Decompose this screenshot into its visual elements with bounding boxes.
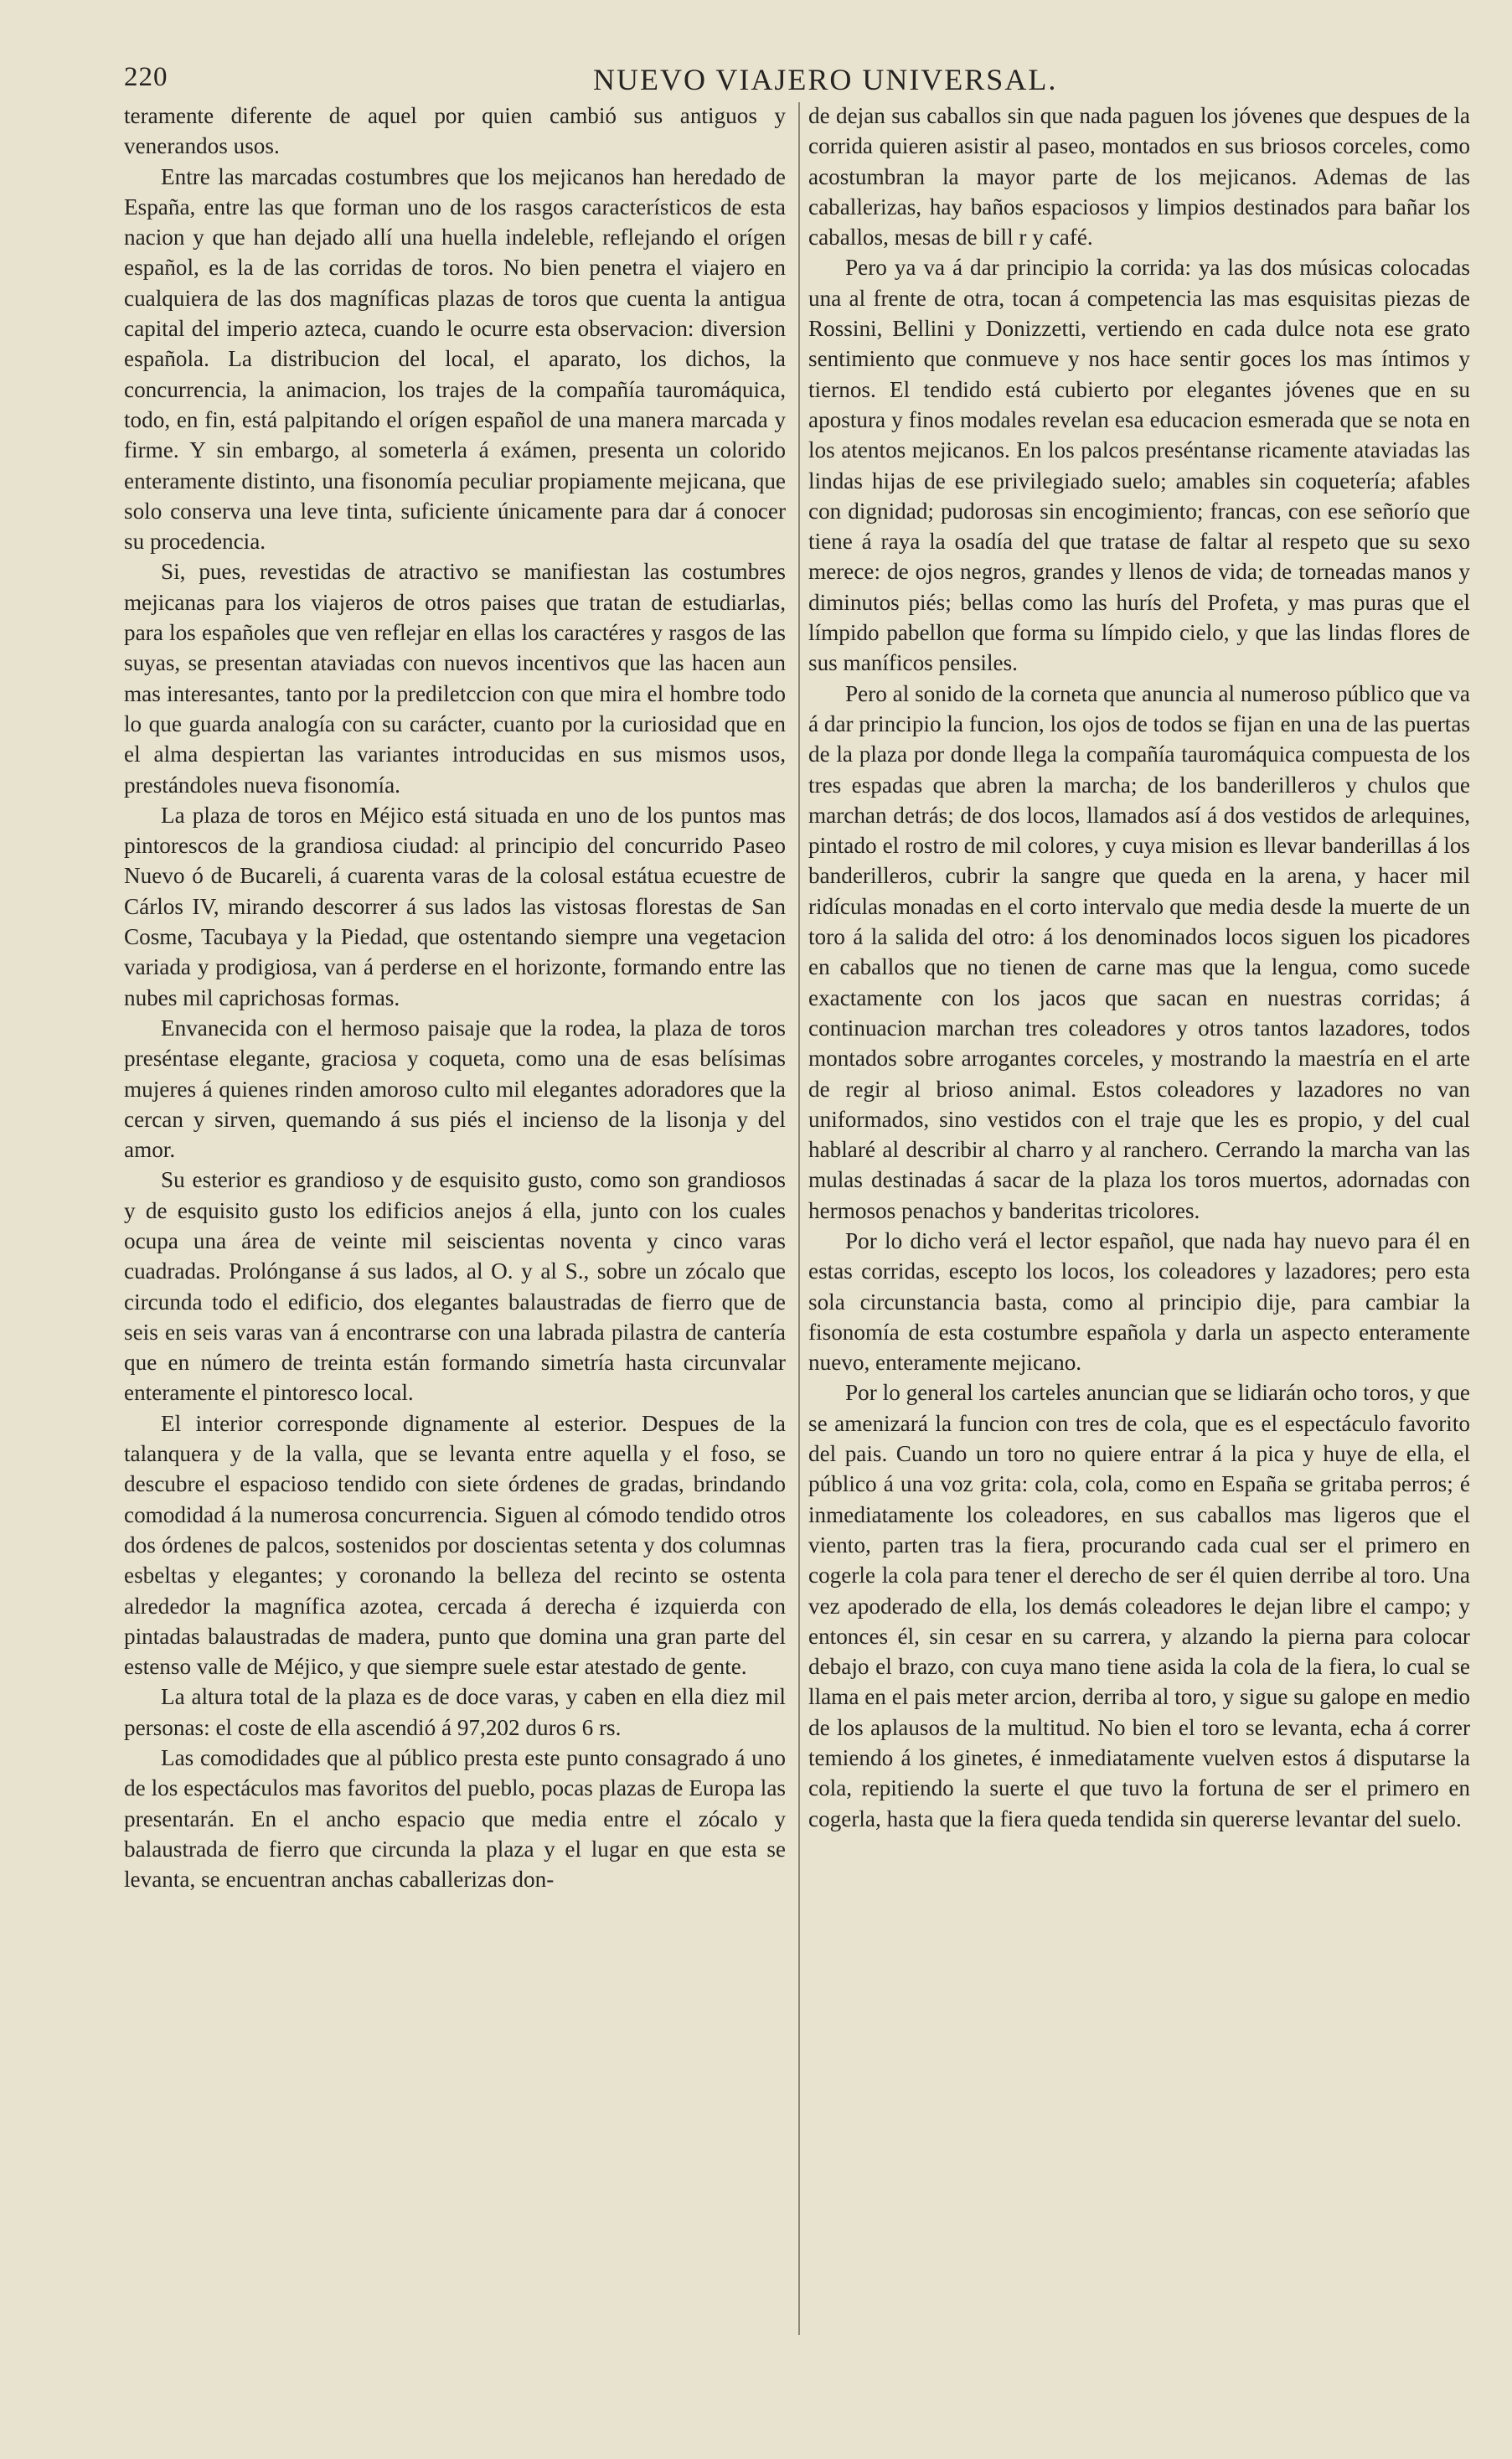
paragraph: Si, pues, revestidas de atractivo se manifiestan las costumbres mejicanas para los viajeros de otros paises que tratan de estudiarlas, para los españoles que ven reflejar en ellas los caractéres y rasgos de las suyas, se presentan ataviadas con nuevos incentivos que las hacen aun mas interesantes, tanto por la prediletccion con que mira el hombre todo lo que guarda analogía con su carácter, cuanto por la curiosidad que en el alma despiertan las variantes introducidas en sus mismos usos, prestándoles nueva fisonomía. <box>124 559 786 798</box>
paragraph: La altura total de la plaza es de doce varas, y caben en ella diez mil personas: el coste de ella ascendió á 97,202 duros 6 rs. <box>124 1684 786 1740</box>
paragraph: Entre las marcadas costumbres que los mejicanos han heredado de España, entre las que forman uno de los rasgos característicos de esta nacion y que han dejado allí una huella indeleble, reflejando el orígen español, es la de las corridas de toros. No bien penetra el viajero en cualquiera de las dos magníficas plazas de toros que cuenta la antigua capital del imperio azteca, cuando le ocurre esta observacion: diversion española. La distribucion del local, el aparato, los dichos, la concurrencia, la animacion, los trajes de la compañía tauromáquica, todo, en fin, está palpitando el orígen español de una manera marcada y firme. Y sin embargo, al someterla á exámen, presenta un colorido enteramente distinto, una fisonomía peculiar propiamente mejicana, que solo conserva una leve tinta, suficiente únicamente para dar á conocer su procedencia. <box>124 163 786 555</box>
paragraph: Pero ya va á dar principio la corrida: ya las dos músicas colocadas una al frente de otra, tocan á competencia las mas esquisitas piezas de Rossini, Bellini y Donizzetti, vertiendo en cada dulce nota ese grato sentimiento que conmueve y nos hace sentir goces los mas íntimos y tiernos. El tendido está cubierto por elegantes jóvenes que en su apostura y finos modales revelan esa educacion esmerada que se nota en los atentos mejicanos. En los palcos preséntanse ricamente ataviadas las lindas hijas de ese privilegiado suelo; amables sin coquetería; afables con dignidad; pudorosas sin encogimiento; francas, con ese señorío que tiene á raya la osadía del que tratase de faltar al respeto que su sexo merece: de ojos negros, grandes y llenos de vida; de torneadas manos y diminutos piés; bellas como las hurís del Profeta, y mas puras que el límpido pabellon que forma su límpido cielo, y que las lindas flores de sus maníficos pensiles. <box>808 255 1470 676</box>
paragraph: Envanecida con el hermoso paisaje que la rodea, la plaza de toros preséntase elegante, graciosa y coqueta, como una de esas belísimas mujeres á quienes rinden amoroso culto mil elegantes adoradores que la cercan y sirven, quemando á sus piés el incienso de la lisonja y del amor. <box>124 1015 786 1163</box>
paragraph: La plaza de toros en Méjico está situada en uno de los puntos mas pintorescos de la grandiosa ciudad: al principio del concurrido Paseo Nuevo ó de Bucareli, á cuarenta varas de la colosal estátua ecuestre de Cárlos IV, mirando descorrer á sus lados las vistosas florestas de San Cosme, Tacubaya y la Piedad, que ostentando siempre una vegetacion variada y prodigiosa, van á perderse en el horizonte, formando entre las nubes mil caprichosas formas. <box>124 802 786 1010</box>
left-column <box>124 101 786 1895</box>
paragraph: El interior corresponde dignamente al esterior. Despues de la talanquera y de la valla, que se levanta entre aquella y el foso, se descubre el espacioso tendido con siete órdenes de gradas, brindando comodidad á la numerosa concurrencia. Siguen al cómodo tendido otros dos órdenes de palcos, sostenidos por doscientas setenta y dos columnas esbeltas y elegantes; y coronando la belleza del recinto se ostenta alrededor la magnífica azotea, cercada á derecha é izquierda con pintadas balaustradas de madera, punto que domina una gran parte del estenso valle de Méjico, y que siempre suele estar atestado de gente. <box>124 1410 786 1680</box>
column-divider <box>798 102 800 2335</box>
paragraph: Las comodidades que al público presta este punto consagrado á uno de los espectáculos mas favoritos del pueblo, pocas plazas de Europa las presentarán. En el ancho espacio que media entre el zócalo y balaustrada de fierro que circunda la plaza y el lugar en que esta se levanta, se encuentran anchas caballerizas don- <box>124 1745 786 1893</box>
paragraph: Su esterior es grandioso y de esquisito gusto, como son grandiosos y de esquisito gusto los edificios anejos á ella, junto con los cuales ocupa una área de veinte mil seiscientas noventa y cinco varas cuadradas. Prolónganse á sus lados, al O. y al S., sobre un zócalo que circunda todo el edificio, dos elegantes balaustradas de fierro que de seis en seis varas van á encontrarse con una labrada pilastra de cantería que en número de treinta están formando simetría hasta circunvalar enteramente el pintoresco local. <box>124 1167 786 1406</box>
paragraph: Pero al sonido de la corneta que anuncia al numeroso público que va á dar principio la funcion, los ojos de todos se fijan en una de las puertas de la plaza por donde llega la compañía tauromáquica compuesta de los tres espadas que abren la marcha; de los banderilleros y chulos que marchan detrás; de dos locos, llamados así á dos vestidos de arlequines, pintado el rostro de mil colores, y cuya mision es llevar banderillas á los banderilleros, cubrir la sangre que queda en la arena, y hacer mil ridículas monadas en el corto intervalo que media desde la muerte de un toro á la salida del otro: á los denominados locos siguen los picadores en caballos que no tienen de carne mas que la lengua, como sucede exactamente con los jacos que sacan en nuestras corridas; á continuacion marchan tres coleadores y otros tantos lazadores, todos montados sobre arrogantes corceles, y mostrando la maestría en el arte de regir al brioso animal. Estos coleadores y lazadores no van uniformados, sino vestidos con el traje que les es propio, y del cual hablaré al describir al charro y al ranchero. Cerrando la marcha van las mulas destinadas á sacar de la plaza los toros muertos, adornadas con hermosos penachos y banderitas tricolores. <box>808 680 1470 1223</box>
paragraph: de dejan sus caballos sin que nada paguen los jóvenes que despues de la corrida quieren asistir al paseo, montados en sus briosos corceles, como acostumbran la mayor parte de los mejicanos. Ademas de las caballerizas, hay baños espaciosos y limpios destinados para bañar los caballos, mesas de bill r y café. <box>808 103 1470 251</box>
page-number: 220 <box>124 62 168 92</box>
page-header <box>124 59 1481 97</box>
paragraph: Por lo dicho verá el lector español, que nada hay nuevo para él en estas corridas, escepto los locos, los coleadores y lazadores; pero esta sola circunstancia basta, como al principio dije, para cambiar la fisonomía de esta costumbre española y darla un aspecto enteramente nuevo, enteramente mejicano. <box>808 1227 1470 1376</box>
paragraph: teramente diferente de aquel por quien cambió sus antiguos y venerandos usos. <box>124 103 786 159</box>
paragraph: Por lo general los carteles anuncian que se lidiarán ocho toros, y que se amenizará la funcion con tres de cola, que es el espectáculo favorito del pais. Cuando un toro no quiere entrar á la pica y huye de ella, el público á una voz grita: cola, cola, como en España se gritaba perros; é inmediatamente los coleadores, en sus caballos mas ligeros que el viento, parten tras la fiera, procurando cada cual ser el primero en cogerle la cola para tener el derecho de ser él quien derribe al toro. Una vez apoderado de ella, los demás coleadores le dejan libre el campo; y entonces él, sin cesar en su carrera, y alzando la pierna para colocar debajo el brazo, con cuya mano tiene asida la cola de la fiera, lo cual se llama en el pais meter arcion, derriba al toro, y sigue su galope en medio de los aplausos de la multitud. No bien el toro se levanta, echa á correr temiendo á los ginetes, é inmediatamente vuelven estos á disputarse la cola, repitiendo la suerte el que tuvo la fortuna de ser el primero en cogerla, hasta que la fiera queda tendida sin quererse levantar del suelo. <box>808 1380 1470 1831</box>
running-title: NUEVO VIAJERO UNIVERSAL. <box>593 63 1058 96</box>
right-column <box>808 101 1470 1834</box>
